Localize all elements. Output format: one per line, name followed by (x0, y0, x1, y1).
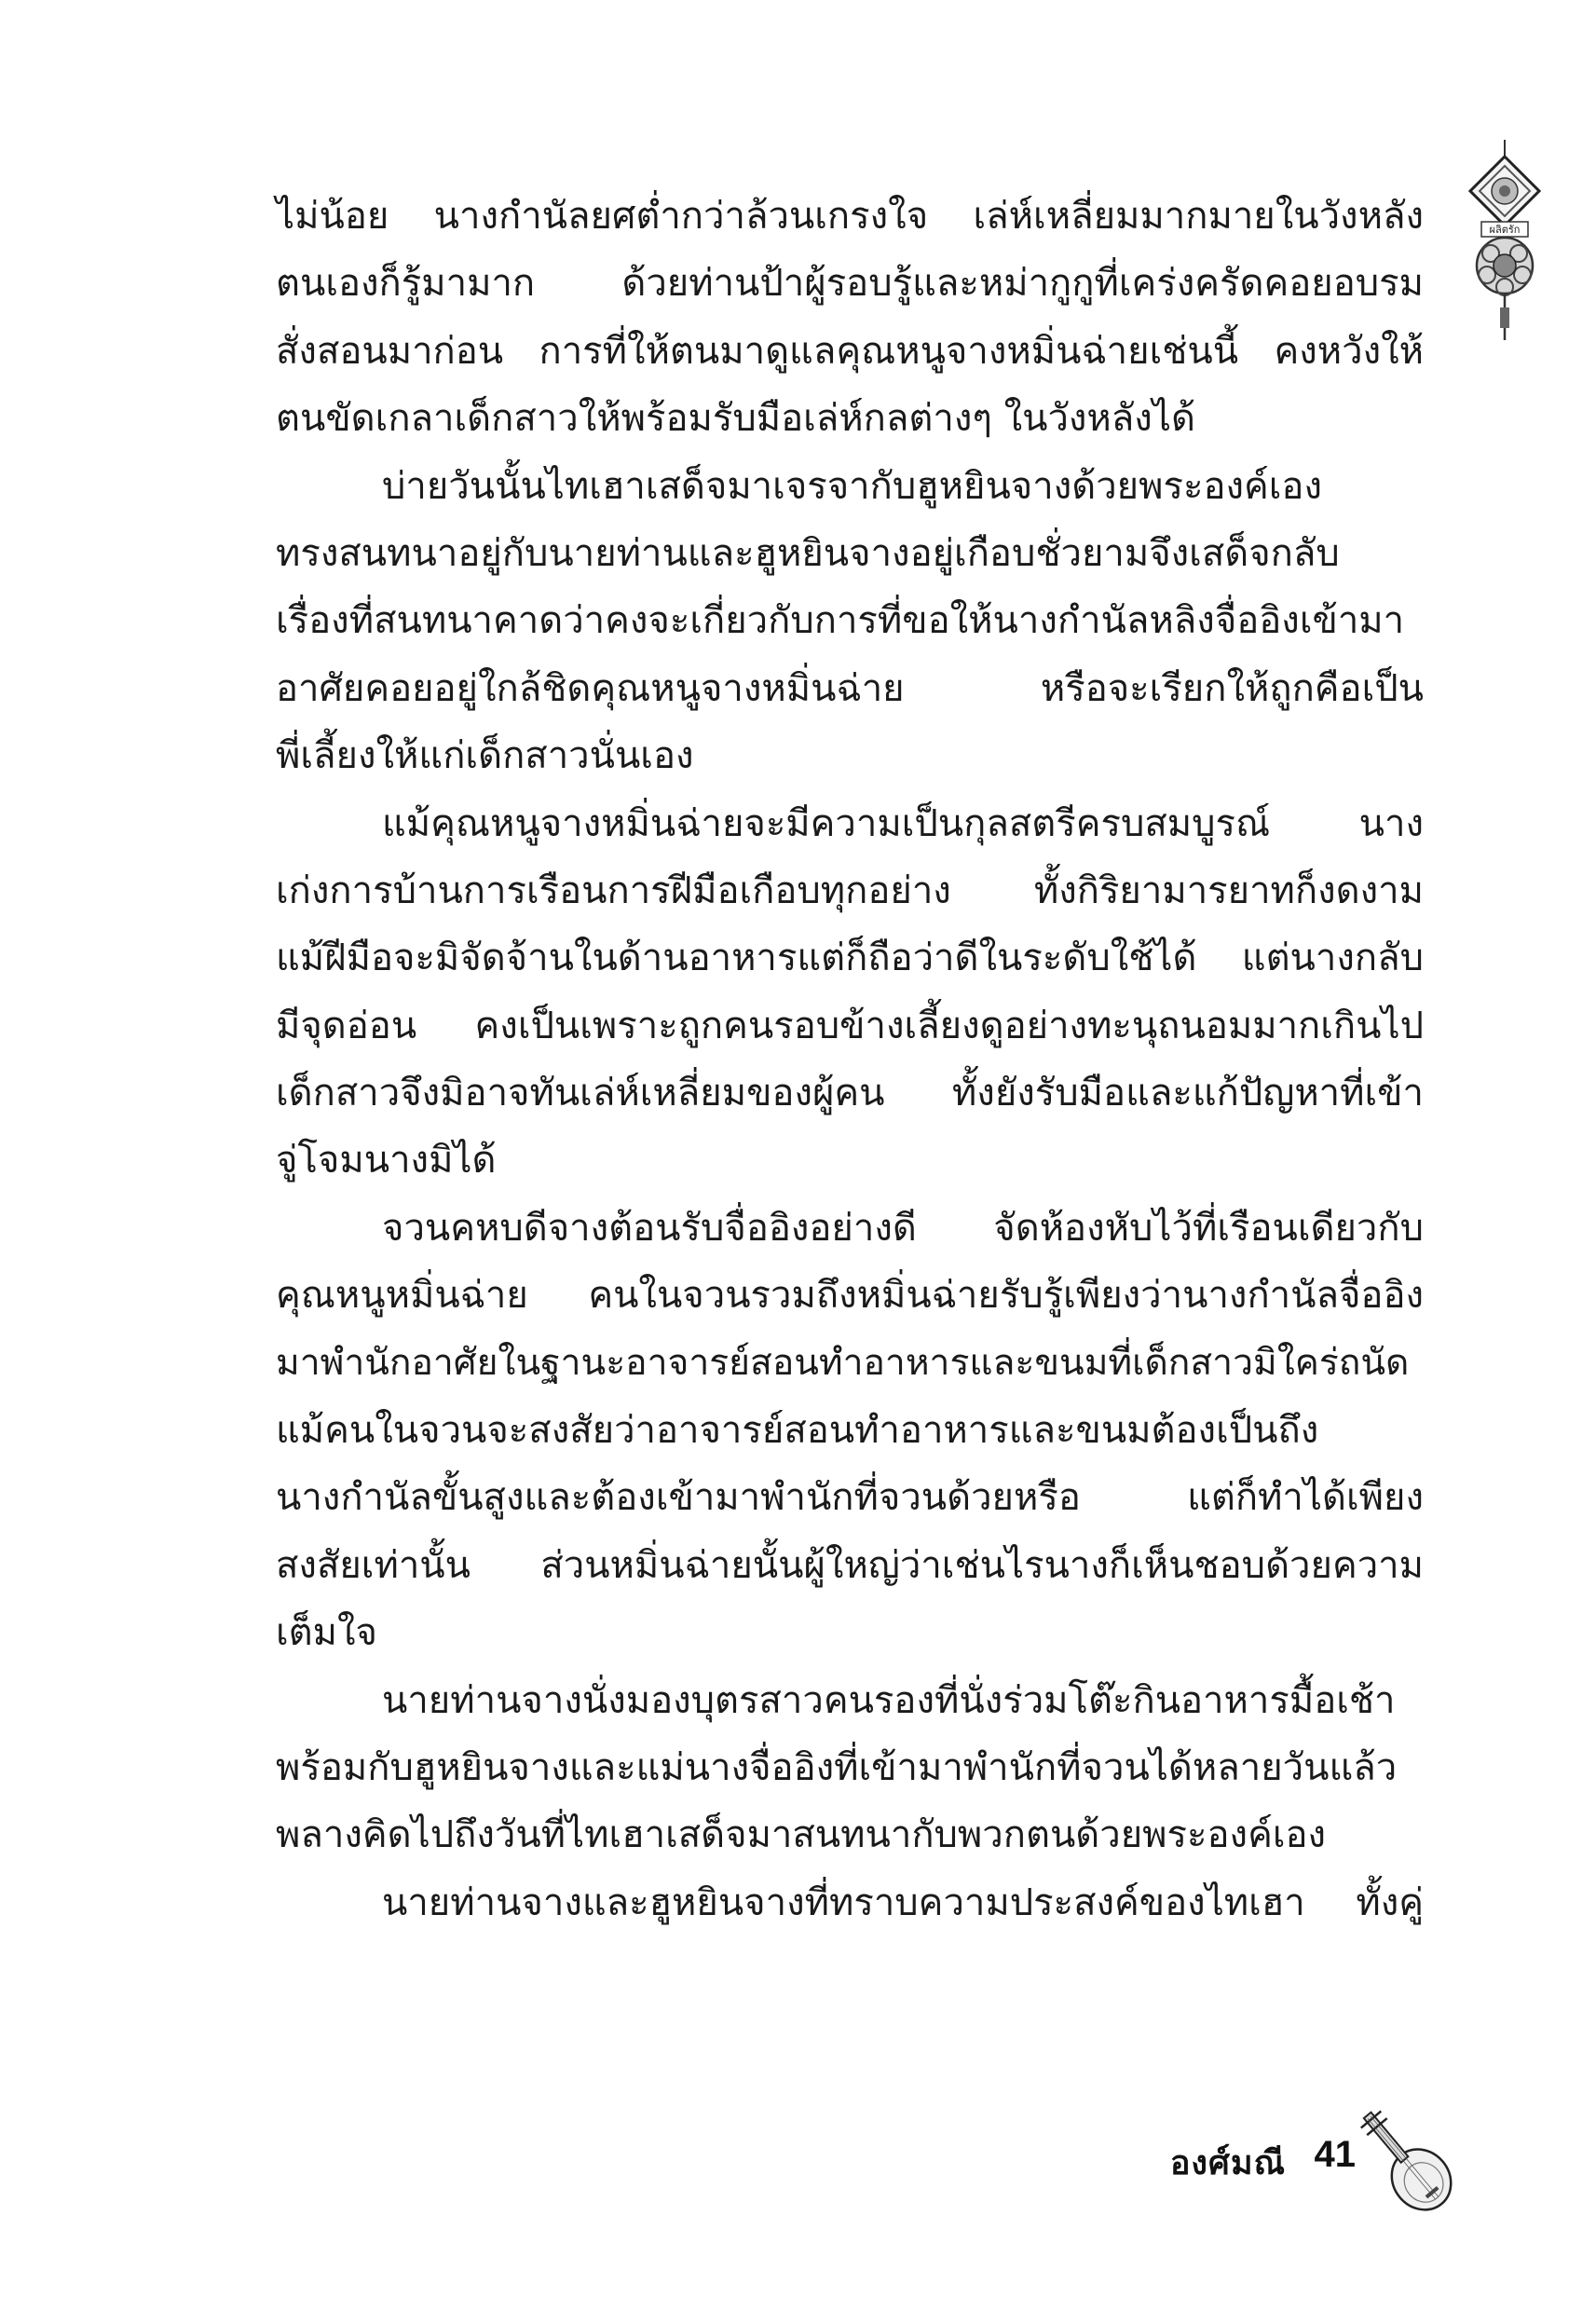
text-line: ทรงสนทนาอยู่กับนายท่านและฮูหยินจางอยู่เกือบชั่วยามจึงเสด็จกลับ (276, 531, 1340, 575)
text-line: พร้อมกับฮูหยินจางและแม่นางจื่ออิงที่เข้ามาพำนักที่จวนได้หลายวันแล้ว (276, 1745, 1398, 1789)
text-line: ไม่น้อย นางกำนัลยศต่ำกว่าล้วนเกรงใจ เล่ห์เหลี่ยมมากมายในวังหลัง (276, 195, 1424, 238)
text-line: แม้คนในจวนจะสงสัยว่าอาจารย์สอนทำอาหารและขนมต้องเป็นถึง (276, 1409, 1319, 1453)
text-line: พี่เลี้ยงให้แก่เด็กสาวนั่นเอง (276, 734, 694, 778)
text-line: เด็กสาวจึงมิอาจทันเล่ห์เหลี่ยมของผู้คน ทั้งยังรับมือและแก้ปัญหาที่เข้า (276, 1072, 1424, 1115)
text-line: สงสัยเท่านั้น ส่วนหมิ่นฉ่ายนั้นผู้ใหญ่ว่าเช่นไรนางก็เห็นชอบด้วยความ (276, 1543, 1424, 1587)
page-number: 41 (1314, 2134, 1356, 2175)
book-title: องศ์มณี (1169, 2144, 1286, 2182)
text-line: พลางคิดไปถึงวันที่ไทเฮาเสด็จมาสนทนากับพวกตนด้วยพระองค์เอง (276, 1813, 1327, 1857)
text-line: มาพำนักอาศัยในฐานะอาจารย์สอนทำอาหารและขนมที่เด็กสาวมิใคร่ถนัด (276, 1341, 1410, 1384)
text-line: อาศัยคอยอยู่ใกล้ชิดคุณหนูจางหมิ่นฉ่าย หรือจะเรียกให้ถูกคือเป็น (276, 666, 1424, 710)
text-line: สั่งสอนมาก่อน การที่ให้ตนมาดูแลคุณหนูจางหมิ่นฉ่ายเช่นนี้ คงหวังให้ (276, 329, 1424, 373)
text-line: แม้ฝีมือจะมิจัดจ้านในด้านอาหารแต่ก็ถือว่าดีในระดับใช้ได้ แต่นางกลับ (276, 937, 1424, 980)
text-line: บ่ายวันนั้นไทเฮาเสด็จมาเจรจากับฮูหยินจางด้วยพระองค์เอง (382, 464, 1322, 508)
text-line: จวนคหบดีจางต้อนรับจื่ออิงอย่างดี จัดห้องหับไว้ที่เรือนเดียวกับ (382, 1206, 1424, 1250)
text-line: นางกำนัลขั้นสูงและต้องเข้ามาพำนักที่จวนด้วยหรือ แต่ก็ทำได้เพียง (276, 1476, 1424, 1520)
text-line: เต็มใจ (276, 1611, 377, 1655)
lute-icon (1356, 2097, 1463, 2218)
text-line: ตนขัดเกลาเด็กสาวให้พร้อมรับมือเล่ห์กลต่างๆ ในวังหลังได้ (276, 397, 1195, 441)
text-line: เก่งการบ้านการเรือนการฝีมือเกือบทุกอย่าง ทั้งกิริยามารยาทก็งดงาม (276, 868, 1424, 912)
ornamental-emblem-icon (1453, 140, 1556, 345)
text-line: นายท่านจางนั่งมองบุตรสาวคนรองที่นั่งร่วมโต๊ะกินอาหารมื้อเช้า (382, 1678, 1396, 1722)
text-line: ตนเองก็รู้มามาก ด้วยท่านป้าผู้รอบรู้และหม่ากูกูที่เคร่งครัดคอยอบรม (276, 262, 1424, 306)
text-line: นายท่านจางและฮูหยินจางที่ทราบความประสงค์ของไทเฮา ทั้งคู่ (382, 1880, 1424, 1924)
emblem-text: ผลิตรัก (1489, 224, 1521, 236)
page-footer (1071, 2097, 1463, 2218)
text-line: คุณหนูหมิ่นฉ่าย คนในจวนรวมถึงหมิ่นฉ่ายรับรู้เพียงว่านางกำนัลจื่ออิง (276, 1274, 1424, 1318)
text-line: เรื่องที่สนทนาคาดว่าคงจะเกี่ยวกับการที่ขอให้นางกำนัลหลิงจื่ออิงเข้ามา (276, 599, 1405, 643)
text-line: จู่โจมนางมิได้ (276, 1139, 497, 1183)
text-line: แม้คุณหนูจางหมิ่นฉ่ายจะมีความเป็นกุลสตรีครบสมบูรณ์ นาง (382, 801, 1424, 845)
body-text (276, 183, 1424, 1936)
text-line: มีจุดอ่อน คงเป็นเพราะถูกคนรอบข้างเลี้ยงดูอย่างทะนุถนอมมากเกินไป (276, 1004, 1424, 1047)
